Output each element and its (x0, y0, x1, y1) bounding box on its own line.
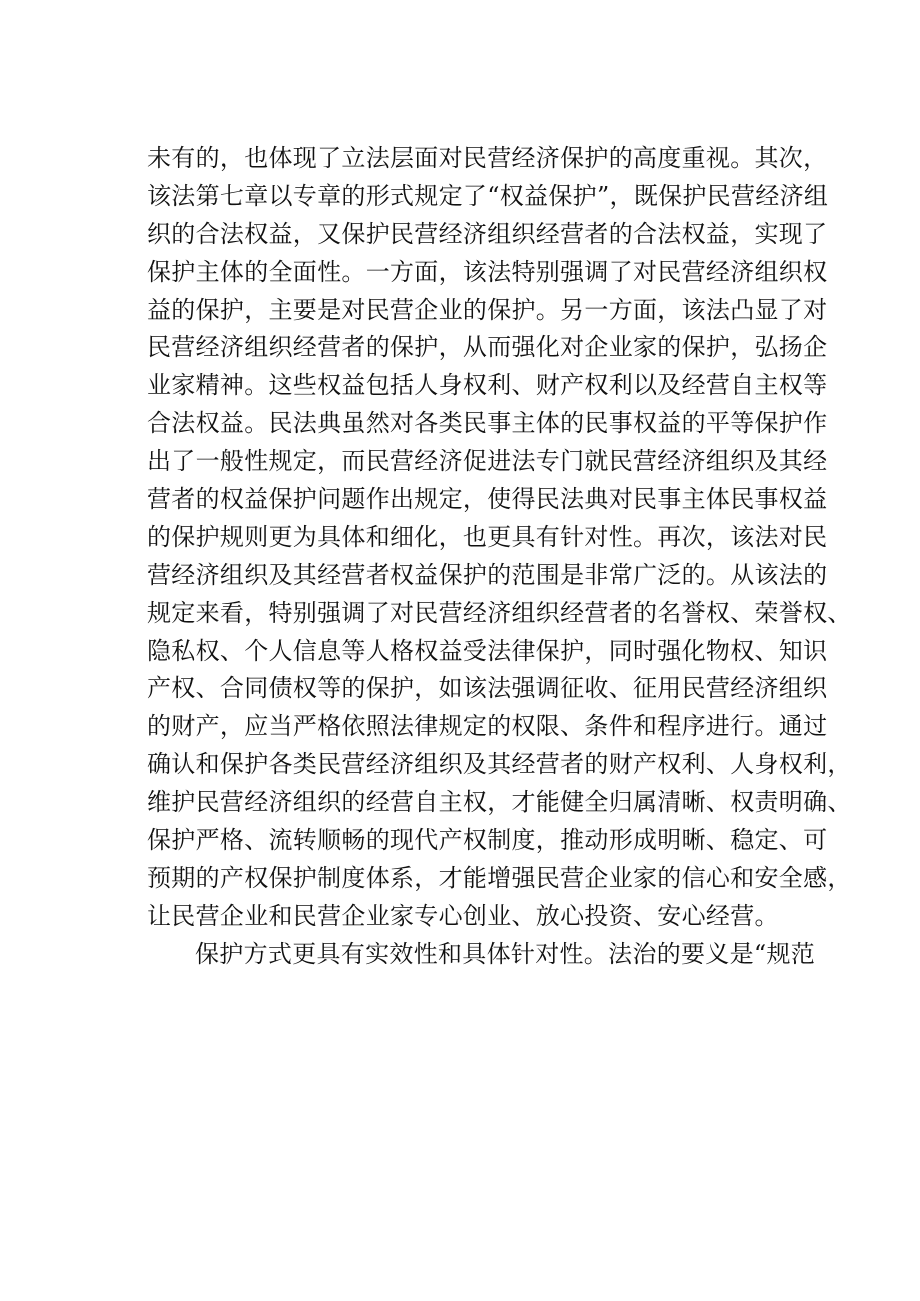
text-line: 让民营企业和民营企业家专心创业、放心投资、安心经营。 (147, 901, 779, 930)
text-line: 民营经济组织经营者的保护，从而强化对企业家的保护，弘扬企 (147, 333, 828, 362)
text-line: 营者的权益保护问题作出规定，使得民法典对民事主体民事权益 (147, 485, 828, 514)
paragraph-start-line: 保护方式更具有实效性和具体针对性。法治的要义是“规范 (195, 939, 816, 968)
text-line: 保护严格、流转顺畅的现代产权制度，推动形成明晰、稳定、可 (147, 826, 828, 855)
text-line: 规定来看，特别强调了对民营经济组织经营者的名誉权、荣誉权、 (147, 598, 852, 627)
text-line: 未有的，也体现了立法层面对民营经济保护的高度重视。其次， (147, 144, 828, 172)
text-line: 维护民营经济组织的经营自主权，才能健全归属清晰、权责明确、 (147, 788, 852, 817)
text-line: 的财产，应当严格依照法律规定的权限、条件和程序进行。通过 (147, 712, 828, 741)
text-line: 的保护规则更为具体和细化，也更具有针对性。再次，该法对民 (147, 522, 828, 551)
text-line: 保护主体的全面性。一方面，该法特别强调了对民营经济组织权 (147, 257, 828, 286)
text-line: 业家精神。这些权益包括人身权利、财产权利以及经营自主权等 (147, 371, 828, 400)
body-text (147, 140, 852, 974)
text-line: 出了一般性规定，而民营经济促进法专门就民营经济组织及其经 (147, 447, 828, 476)
text-line: 益的保护，主要是对民营企业的保护。另一方面，该法凸显了对 (147, 295, 828, 324)
text-line: 该法第七章以专章的形式规定了“权益保护”，既保护民营经济组 (147, 181, 829, 210)
text-line: 隐私权、个人信息等人格权益受法律保护，同时强化物权、知识 (147, 636, 828, 665)
text-line: 织的合法权益，又保护民营经济组织经营者的合法权益，实现了 (147, 219, 828, 248)
text-line: 产权、合同债权等的保护，如该法强调征收、征用民营经济组织 (147, 674, 828, 703)
text-line: 营经济组织及其经营者权益保护的范围是非常广泛的。从该法的 (147, 560, 828, 589)
text-line: 确认和保护各类民营经济组织及其经营者的财产权利、人身权利， (147, 750, 852, 779)
text-line: 预期的产权保护制度体系，才能增强民营企业家的信心和安全感， (147, 863, 852, 892)
text-line: 合法权益。民法典虽然对各类民事主体的民事权益的平等保护作 (147, 409, 828, 438)
